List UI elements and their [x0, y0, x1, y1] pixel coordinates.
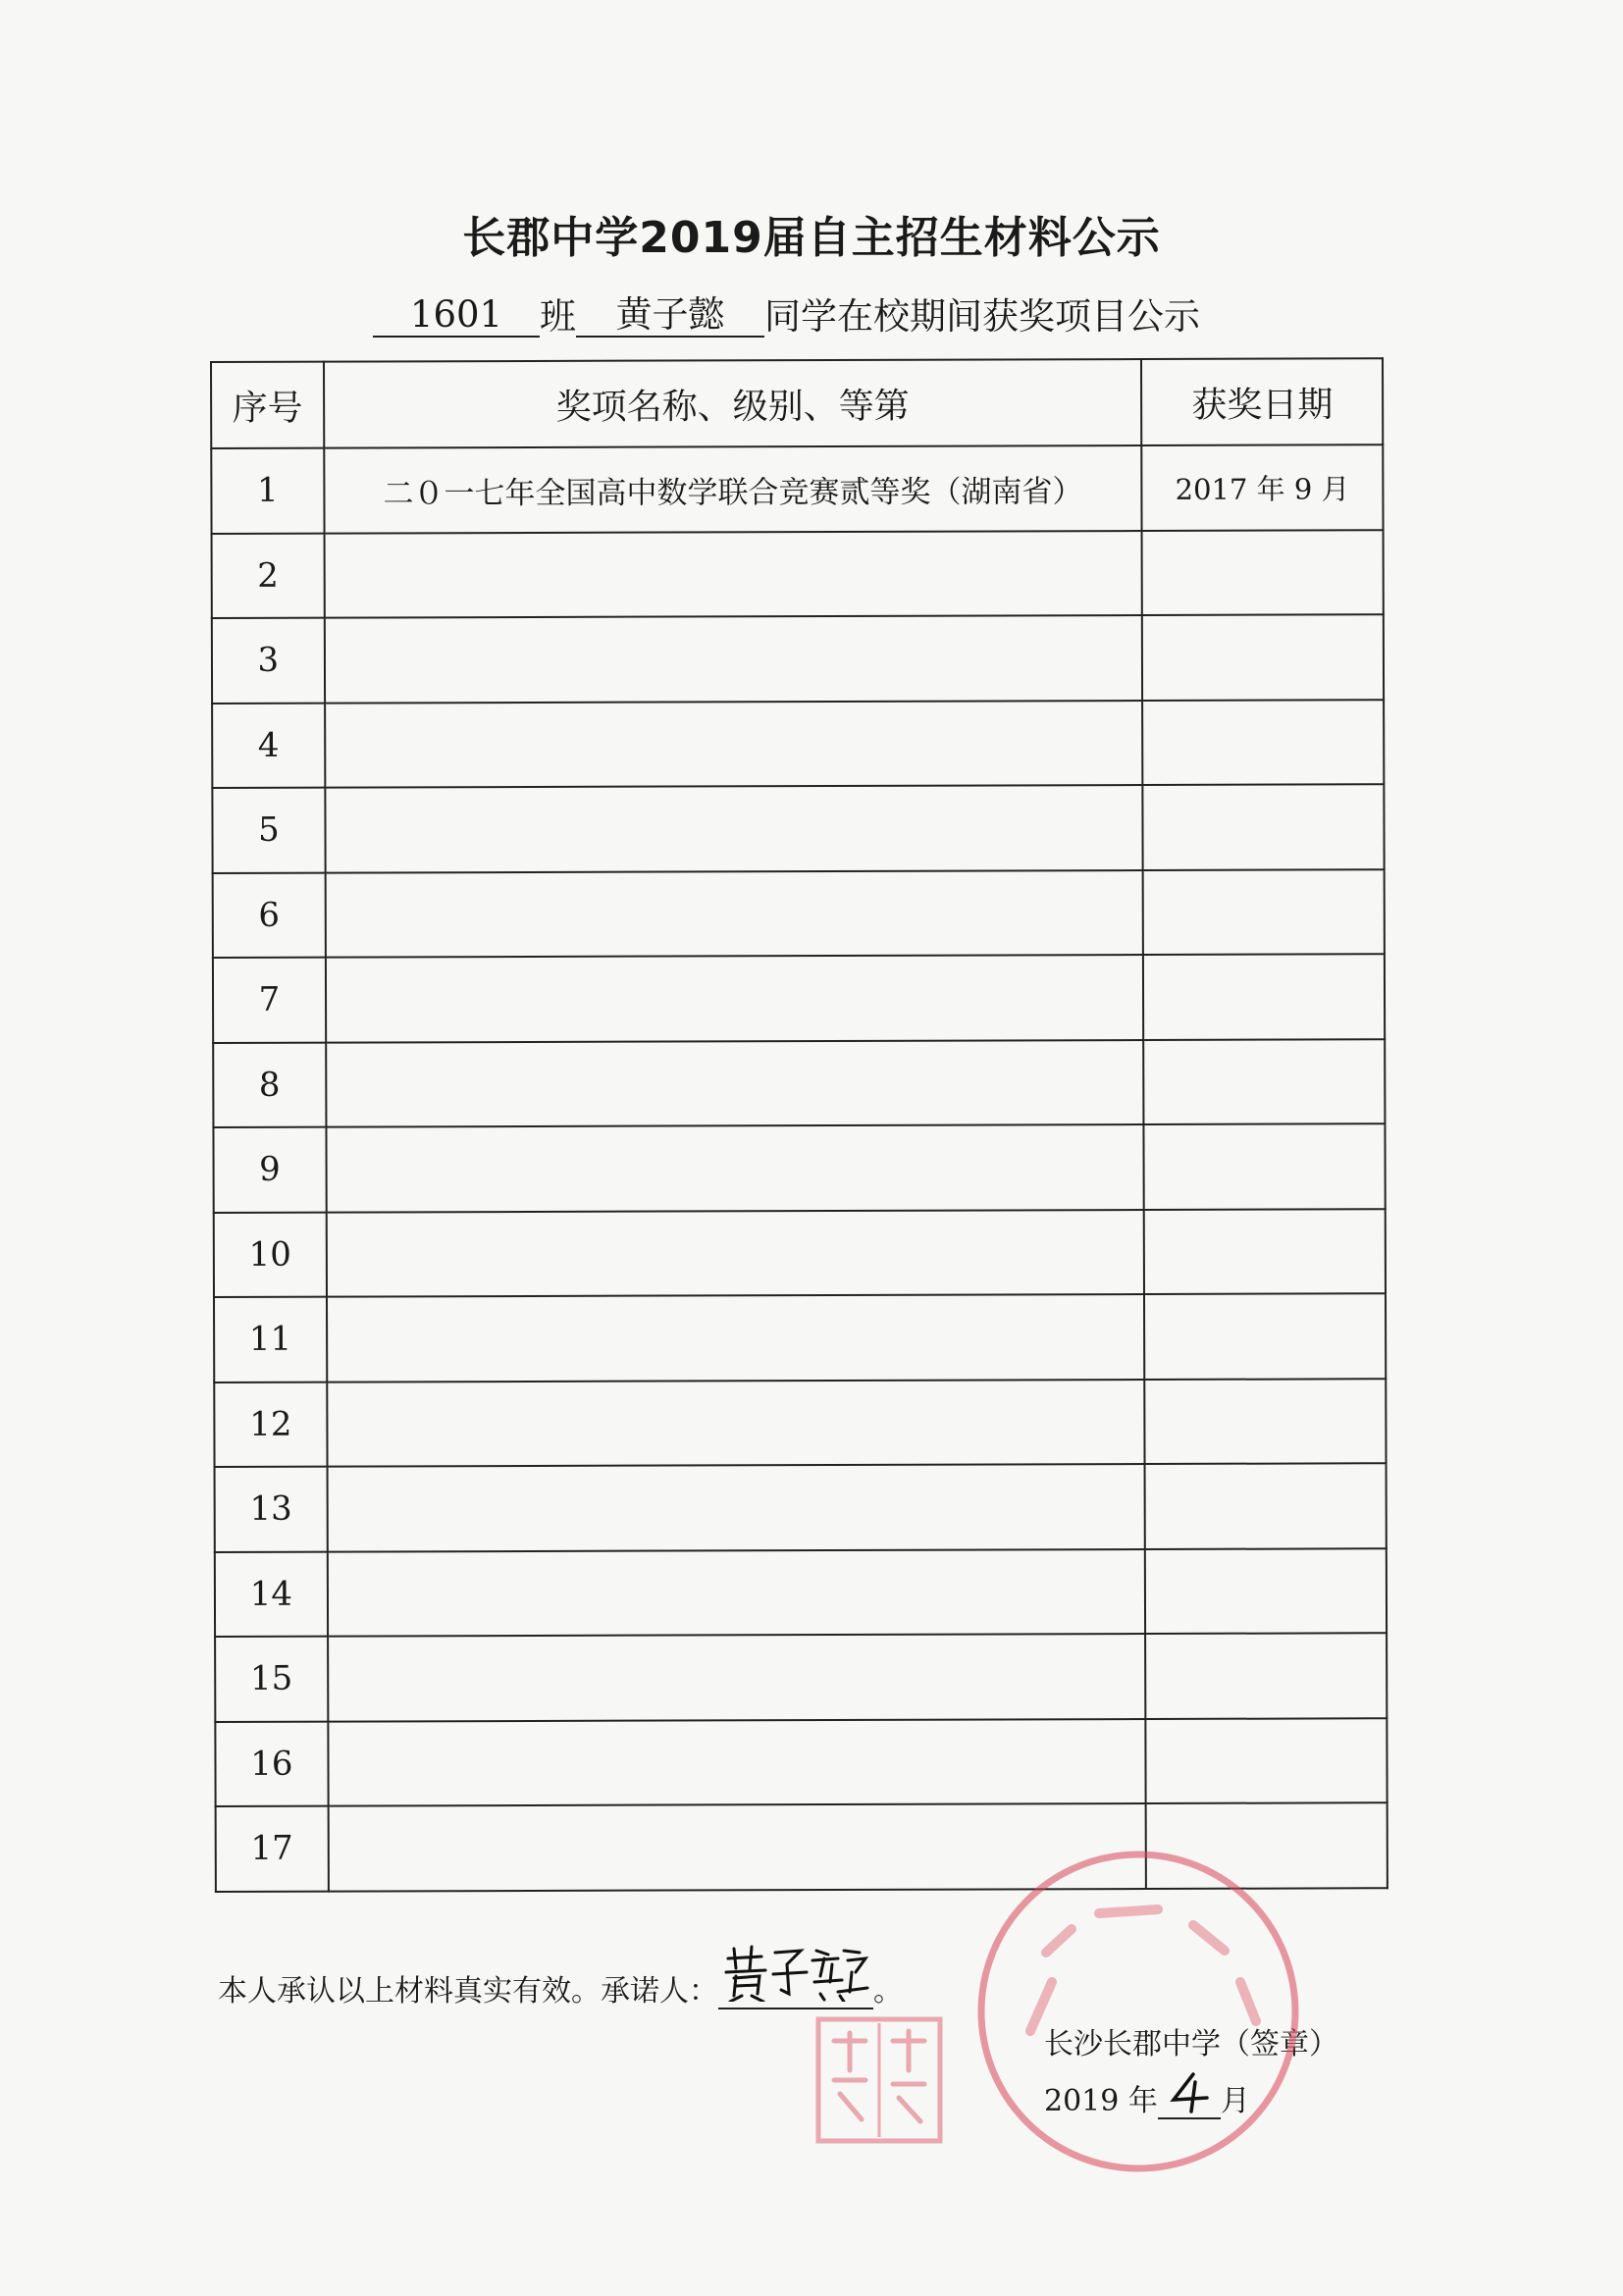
row-date: [1144, 1293, 1386, 1379]
table-row: [213, 1039, 1385, 1127]
row-award: [327, 1294, 1145, 1382]
handwritten-signature-icon: [722, 1943, 869, 2002]
table-row: [212, 700, 1384, 788]
subtitle-text: 同学在校期间获奖项目公示: [764, 295, 1200, 338]
row-number: 16: [215, 1721, 328, 1806]
table-row: [211, 444, 1383, 533]
row-date: [1143, 954, 1385, 1039]
row-date: [1144, 1123, 1386, 1209]
header-date: 获奖日期: [1141, 358, 1383, 445]
row-number: 9: [213, 1127, 326, 1213]
row-award: [327, 1380, 1145, 1467]
date-year: 2019 年: [1044, 2084, 1158, 2118]
table-row: [212, 784, 1384, 872]
row-number: 8: [213, 1042, 326, 1127]
row-award: [325, 870, 1143, 958]
row-date: [1144, 1209, 1386, 1294]
row-award: [326, 1124, 1144, 1212]
row-award: [325, 615, 1143, 703]
table-row: [213, 869, 1385, 958]
row-number: 2: [212, 533, 325, 618]
subtitle-line: [373, 294, 1200, 343]
table-row: [213, 954, 1385, 1042]
personal-seal-icon: [811, 2011, 948, 2149]
row-number: 6: [213, 872, 326, 958]
header-number: 序号: [211, 362, 324, 448]
row-award: [326, 1040, 1144, 1127]
row-number: 10: [214, 1212, 327, 1297]
table-row: [213, 1123, 1385, 1212]
table-row: [214, 1379, 1386, 1467]
row-date: [1143, 784, 1385, 869]
table-row: [214, 1209, 1386, 1297]
row-award: [326, 955, 1144, 1042]
row-award: [326, 1210, 1144, 1297]
row-date: 2017 年 9 月: [1142, 444, 1384, 530]
row-award: [324, 531, 1142, 618]
table-row: [214, 1293, 1386, 1382]
row-date: [1145, 1463, 1387, 1548]
student-name: 黄子懿: [576, 294, 764, 338]
signature-field: [718, 1968, 873, 2009]
table-row: [215, 1718, 1387, 1806]
row-number: 11: [214, 1297, 327, 1383]
table-row: [215, 1463, 1387, 1551]
row-date: [1143, 869, 1385, 955]
promise-period: 。: [873, 1974, 903, 2009]
school-signature-label: 长沙长郡中学（签章）: [1044, 2027, 1338, 2061]
row-date: [1142, 700, 1384, 785]
row-number: 14: [215, 1551, 328, 1637]
row-award: [328, 1719, 1146, 1806]
row-number: 15: [215, 1637, 328, 1722]
row-date: [1142, 614, 1384, 700]
promise-line: [218, 1966, 903, 2009]
row-number: 13: [215, 1467, 328, 1552]
header-award: 奖项名称、级别、等第: [324, 359, 1142, 448]
class-suffix: 班: [540, 295, 576, 338]
row-award: 二０一七年全国高中数学联合竞赛贰等奖（湖南省）: [324, 445, 1142, 533]
class-number: 1601: [373, 294, 540, 338]
row-award: [325, 701, 1143, 788]
row-number: 12: [214, 1382, 327, 1467]
row-date: [1145, 1633, 1387, 1718]
row-award: [325, 785, 1143, 872]
row-date: [1145, 1548, 1387, 1634]
row-award: [327, 1464, 1145, 1551]
table-row: [212, 530, 1384, 618]
school-seal-icon: [962, 1835, 1315, 2188]
row-award: [328, 1634, 1146, 1721]
row-number: 5: [212, 788, 325, 873]
table-row: [215, 1633, 1387, 1721]
row-number: 3: [212, 618, 325, 704]
row-number: 17: [216, 1806, 329, 1892]
row-date: [1144, 1039, 1386, 1124]
row-date: [1146, 1718, 1387, 1803]
row-number: 1: [211, 448, 324, 534]
table-row: [212, 614, 1384, 703]
row-number: 7: [213, 958, 326, 1043]
row-date: [1145, 1379, 1387, 1464]
promise-text: 本人承认以上材料真实有效。承诺人：: [218, 1974, 718, 2009]
awards-table: [210, 357, 1388, 1892]
awards-table-body: [211, 444, 1387, 1891]
row-number: 4: [212, 703, 325, 788]
table-header-row: [211, 358, 1383, 448]
date-month-suffix: 月: [1220, 2084, 1250, 2118]
row-award: [328, 1549, 1146, 1637]
row-date: [1142, 530, 1384, 615]
table-row: [215, 1548, 1387, 1637]
page-title: 长郡中学2019届自主招生材料公示: [462, 213, 1161, 263]
